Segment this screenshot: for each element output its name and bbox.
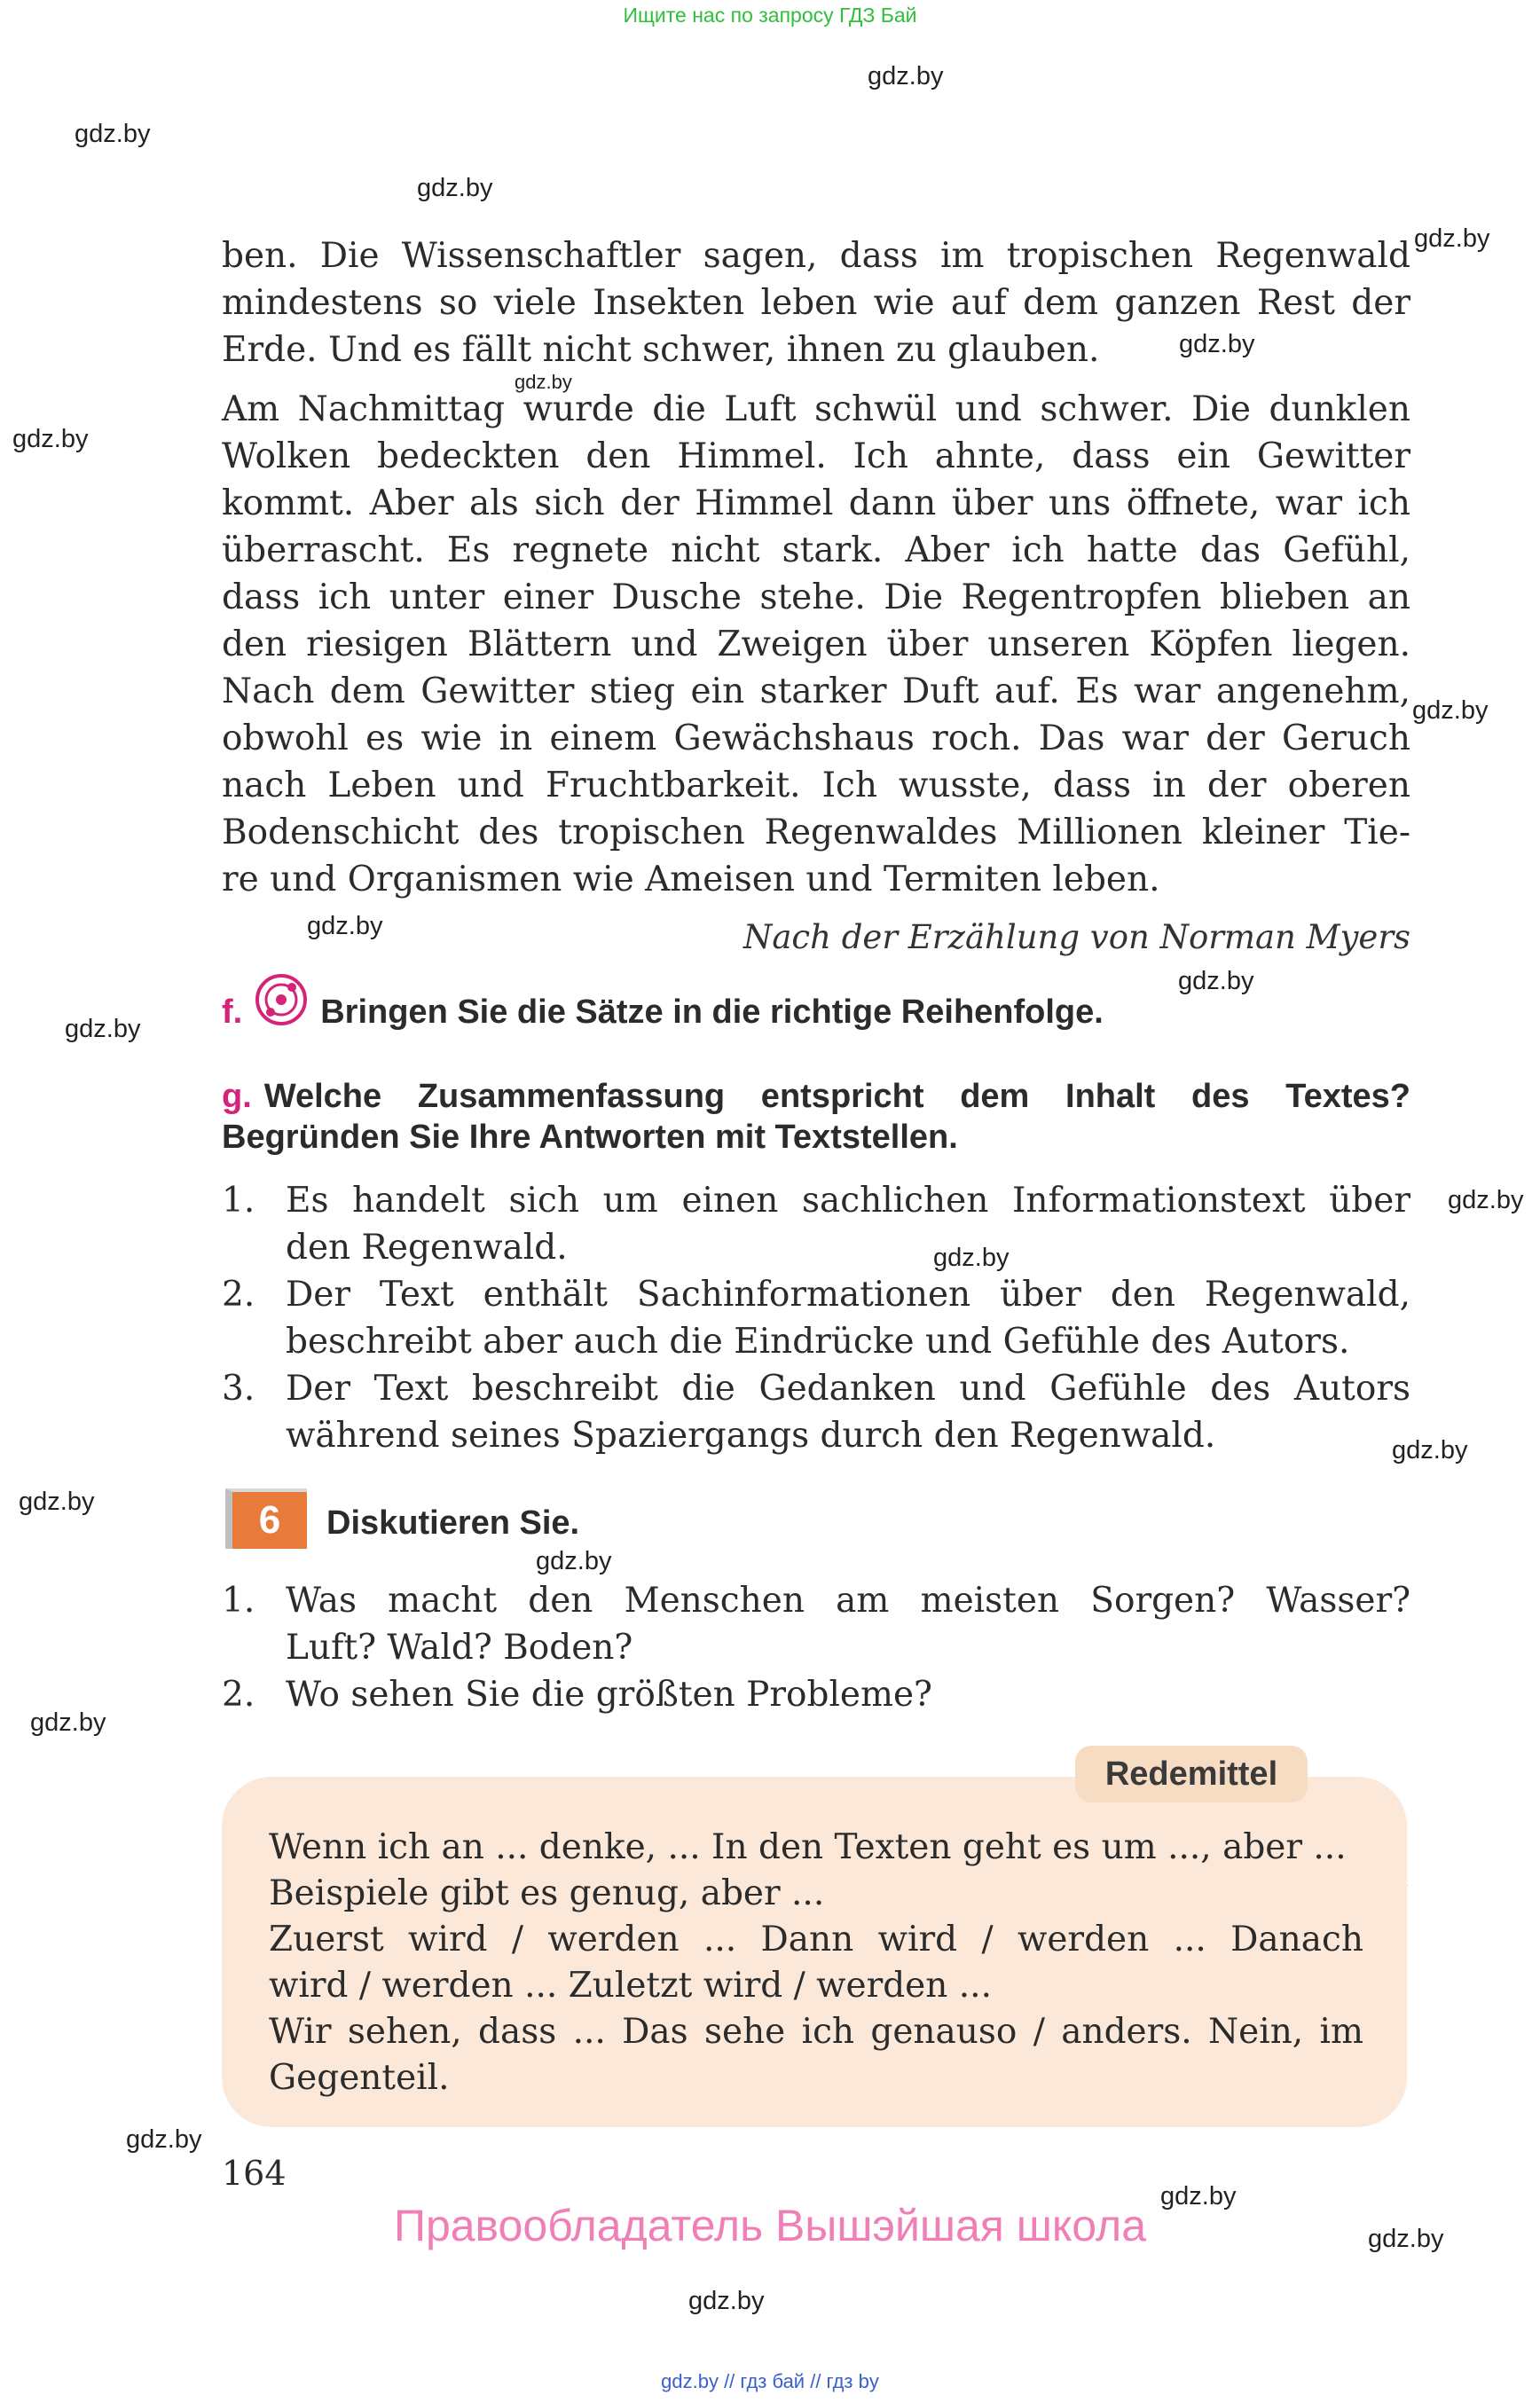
task-letter: g. [222,1078,252,1115]
text-paragraph-1 [222,232,1410,373]
watermark: gdz.by [1368,2225,1444,2253]
task-text: Begründen Sie Ihre Antworten mit Textstellen. [222,1119,958,1156]
watermark: gdz.by [1179,330,1255,358]
item-number: 1. [222,1581,255,1621]
text-line: Wolken bedeckten den Himmel. Ich ahnte, dass ein Gewitter [222,436,1410,476]
item-line: Wo sehen Sie die größten Probleme? [286,1675,932,1715]
text-line: kommt. Aber als sich der Himmel dann über uns öffnete, war ich [222,483,1410,523]
list-item [222,1577,1410,1671]
item-line: während seines Spaziergangs durch den Regenwald. [286,1416,1216,1456]
exercise-number-badge: 6 [225,1488,307,1549]
watermark: gdz.by [417,174,493,202]
watermark: gdz.by [1414,224,1490,253]
redemittel-label: Redemittel [1075,1746,1308,1802]
text-line: dass ich unter einer Dusche stehe. Die Regentropfen blieben an [222,577,1410,617]
text-paragraph-2 [222,386,1410,903]
watermark: gdz.by [688,2287,765,2315]
watermark: gdz.by [307,912,383,940]
task-text: Welche Zusammenfassung entspricht dem Inhalt des Textes? [263,1078,1410,1115]
watermark: gdz.by [30,1708,106,1737]
watermark: gdz.by [75,120,151,148]
watermark: gdz.by [515,371,572,393]
phrase-line: Wir sehen, dass ... Das sehe ich genauso / anders. Nein, im [269,2012,1363,2052]
attribution: Nach der Erzählung von Norman Myers [743,918,1410,956]
task-text: Bringen Sie die Sätze in die richtige Reihenfolge. [320,993,1104,1031]
item-line: Der Text enthält Sachinformationen über den Regenwald, [286,1275,1410,1315]
page-number: 164 [222,2154,287,2193]
list-item [222,1271,1410,1365]
watermark: gdz.by [19,1488,95,1516]
phrase-line: Gegenteil. [269,2058,450,2098]
watermark: gdz.by [1412,696,1489,725]
top-search-link[interactable]: Ищите нас по запросу ГДЗ Бай [623,4,917,27]
task-f [222,993,1104,1032]
item-line: beschreibt aber auch die Eindrücke und Gefühle des Autors. [286,1322,1350,1362]
phrase-line: wird / werden ... Zuletzt wird / werden ... [269,1966,992,2006]
text-line: obwohl es wie in einem Gewächshaus roch. Das war der Geruch [222,719,1410,758]
text-line: Nach dem Gewitter stieg ein starker Duft auf. Es war angenehm, [222,671,1410,711]
redemittel-phrases [269,1825,1363,2101]
audio-cd-icon[interactable] [255,973,308,1026]
watermark: gdz.by [868,62,944,90]
watermark: gdz.by [536,1547,612,1575]
task-letter: f. [222,993,243,1031]
watermark: gdz.by [1160,2182,1237,2211]
watermark: gdz.by [1448,1186,1524,1214]
watermark: gdz.by [1178,967,1254,995]
phrase-line: Zuerst wird / werden ... Dann wird / werden ... Danach [269,1920,1363,1959]
list-item [222,1671,1410,1718]
text-line: Am Nachmittag wurde die Luft schwül und schwer. Die dunklen [222,389,1410,429]
watermark: gdz.by [1392,1436,1468,1465]
item-line: Was macht den Menschen am meisten Sorgen? Wasser? [286,1581,1410,1621]
item-number: 1. [222,1181,255,1221]
text-line: re und Organismen wie Ameisen und Termiten leben. [222,860,1160,899]
item-number: 2. [222,1675,255,1715]
exercise-title: Diskutieren Sie. [326,1504,580,1542]
bottom-link[interactable]: gdz.by // гдз бай // гдз by [661,2370,879,2392]
text-line: nach Leben und Fruchtbarkeit. Ich wusste, dass in der oberen [222,766,1410,805]
item-number: 3. [222,1369,255,1409]
text-line: Erde. Und es fällt nicht schwer, ihnen zu glauben. [222,330,1100,370]
item-line: Es handelt sich um einen sachlichen Informationstext über [286,1181,1410,1221]
item-line: Der Text beschreibt die Gedanken und Gefühle des Autors [286,1369,1410,1409]
text-line: den riesigen Blättern und Zweigen über unseren Köpfen liegen. [222,624,1410,664]
task-g [222,1076,1410,1158]
text-line: mindestens so viele Insekten leben wie auf dem ganzen Rest der [222,283,1410,323]
text-line: Bodenschicht des tropischen Regenwaldes Millionen kleiner Tie- [222,813,1410,852]
watermark: gdz.by [12,425,89,453]
watermark: gdz.by [65,1015,141,1043]
list-item [222,1365,1410,1459]
item-line: den Regenwald. [286,1228,568,1268]
list-summaries [222,1177,1410,1459]
item-line: Luft? Wald? Boden? [286,1628,633,1668]
watermark: gdz.by [933,1244,1010,1272]
copyright-owner: Правообладатель Вышэйшая школа [394,2201,1146,2250]
text-line: überrascht. Es regnete nicht stark. Aber ich hatte das Gefühl, [222,530,1410,570]
list-item [222,1177,1410,1271]
phrase-line: Beispiele gibt es genug, aber ... [269,1873,825,1913]
watermark: gdz.by [126,2125,202,2154]
phrase-line: Wenn ich an ... denke, ... In den Texten geht es um ..., aber ... [269,1827,1347,1867]
item-number: 2. [222,1275,255,1315]
text-line: ben. Die Wissenschaftler sagen, dass im tropischen Regenwald [222,236,1410,276]
discussion-list [222,1577,1410,1718]
